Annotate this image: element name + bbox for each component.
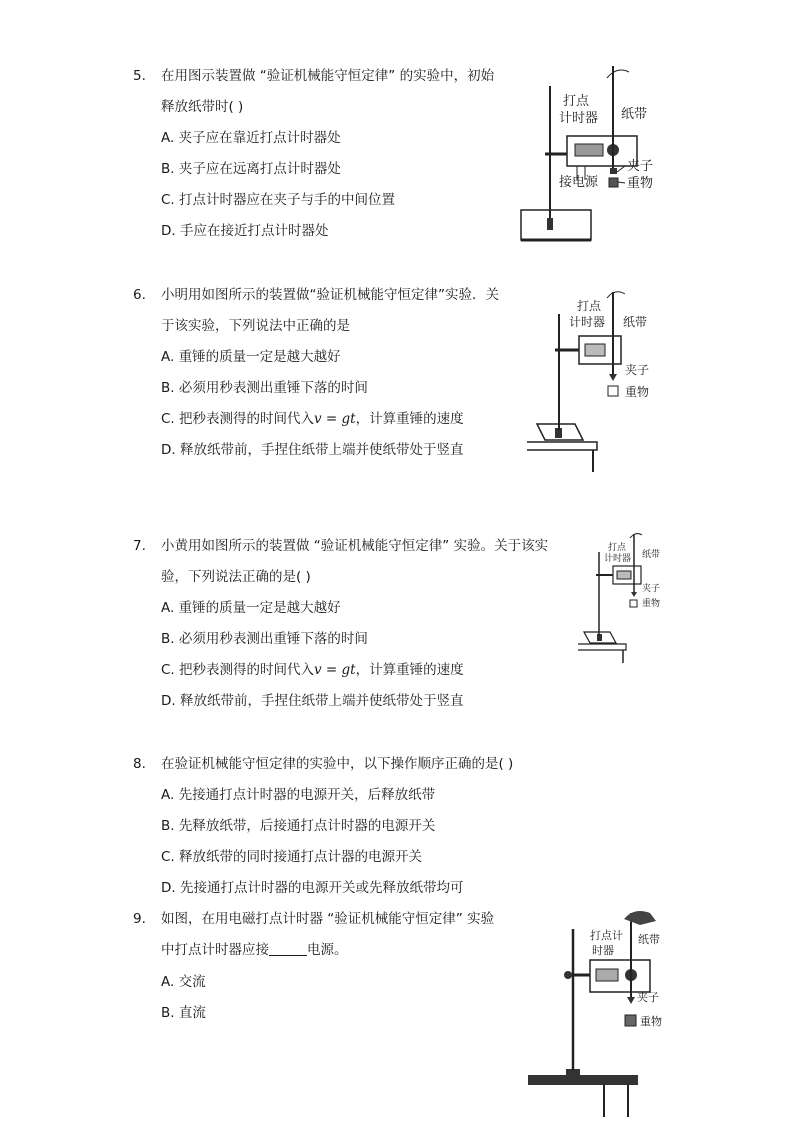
experiment-figure-5 bbox=[515, 58, 670, 250]
option-d[interactable]: D. 先接通打点计时器的电源开关或先释放纸带均可 bbox=[161, 880, 464, 896]
option-d[interactable]: D. 释放纸带前，手捏住纸带上端并使纸带处于竖直 bbox=[161, 693, 464, 709]
label-timer-2: 计时器 bbox=[569, 315, 606, 329]
question-number: 7. bbox=[133, 538, 146, 554]
question-stem-line: 小明用如图所示的装置做“验证机械能守恒定律”实验．关 bbox=[161, 287, 499, 303]
label-clip: 夹子 bbox=[625, 363, 650, 377]
label-weight: 重物 bbox=[642, 599, 661, 609]
question-number: 6. bbox=[133, 287, 146, 303]
label-tape: 纸带 bbox=[638, 933, 660, 946]
label-timer-1: 打点计 bbox=[590, 929, 623, 942]
option-d[interactable]: D. 释放纸带前，手捏住纸带上端并使纸带处于竖直 bbox=[161, 442, 464, 458]
option-c[interactable]: C. 把秒表测得的时间代入v = gt，计算重锤的速度 bbox=[161, 411, 464, 427]
question-stem-line: 在用图示装置做 “验证机械能守恒定律” 的实验中，初始 bbox=[161, 68, 495, 84]
label-timer-2: 计时器 bbox=[604, 554, 632, 564]
question-stem-line: 中打点计时器应接 电源。 bbox=[161, 942, 348, 958]
label-clip: 夹子 bbox=[637, 991, 659, 1004]
option-a[interactable]: A. 先接通打点计时器的电源开关，后释放纸带 bbox=[161, 787, 436, 803]
label-timer-2: 计时器 bbox=[559, 111, 599, 126]
formula: v = gt bbox=[314, 411, 356, 427]
question-stem-line: 如图，在用电磁打点计时器 “验证机械能守恒定律” 实验 bbox=[161, 911, 495, 927]
option-b[interactable]: B. 先释放纸带，后接通打点计时器的电源开关 bbox=[161, 818, 436, 834]
option-b[interactable]: B. 必须用秒表测出重锤下落的时间 bbox=[161, 631, 368, 647]
option-b[interactable]: B. 必须用秒表测出重锤下落的时间 bbox=[161, 380, 368, 396]
option-b[interactable]: B. 夹子应在远离打点计时器处 bbox=[161, 161, 341, 177]
question-stem-line: 小黄用如图所示的装置做 “验证机械能守恒定律” 实验。关于该实 bbox=[161, 538, 549, 554]
question-number: 9. bbox=[133, 911, 146, 927]
label-weight: 重物 bbox=[640, 1015, 662, 1028]
option-a[interactable]: A. 交流 bbox=[161, 974, 206, 990]
option-b[interactable]: B. 直流 bbox=[161, 1005, 206, 1021]
option-d[interactable]: D. 手应在接近打点计时器处 bbox=[161, 223, 329, 239]
label-timer-2: 时器 bbox=[592, 944, 614, 957]
experiment-figure-6 bbox=[527, 282, 667, 472]
label-tape: 纸带 bbox=[621, 107, 648, 122]
option-a[interactable]: A. 重锤的质量一定是越大越好 bbox=[161, 349, 341, 365]
question-stem-line: 验，下列说法正确的是( ) bbox=[161, 569, 311, 585]
label-clip: 夹子 bbox=[642, 584, 661, 594]
question-number: 5. bbox=[133, 68, 146, 84]
question-stem-line: 释放纸带时( ) bbox=[161, 99, 244, 115]
label-power: 接电源 bbox=[559, 175, 599, 190]
label-weight: 重物 bbox=[627, 176, 654, 191]
formula: v = gt bbox=[314, 662, 356, 678]
option-a[interactable]: A. 重锤的质量一定是越大越好 bbox=[161, 600, 341, 616]
question-number: 8. bbox=[133, 756, 146, 772]
label-timer-1: 打点 bbox=[608, 543, 627, 553]
label-clip: 夹子 bbox=[627, 159, 654, 174]
label-tape: 纸带 bbox=[623, 315, 648, 329]
experiment-figure-7 bbox=[578, 528, 673, 663]
question-stem-line: 于该实验，下列说法中正确的是 bbox=[161, 318, 350, 334]
experiment-figure-9 bbox=[528, 905, 668, 1120]
option-c[interactable]: C. 释放纸带的同时接通打点计器的电源开关 bbox=[161, 849, 423, 865]
option-c[interactable]: C. 把秒表测得的时间代入v = gt，计算重锤的速度 bbox=[161, 662, 464, 678]
option-a[interactable]: A. 夹子应在靠近打点计时器处 bbox=[161, 130, 341, 146]
label-timer-1: 打点 bbox=[563, 94, 590, 109]
label-timer-1: 打点 bbox=[577, 299, 602, 313]
option-c[interactable]: C. 打点计时器应在夹子与手的中间位置 bbox=[161, 192, 396, 208]
answer-blank[interactable] bbox=[269, 941, 307, 956]
question-stem-line: 在验证机械能守恒定律的实验中，以下操作顺序正确的是( ) bbox=[161, 756, 514, 772]
label-weight: 重物 bbox=[625, 385, 650, 399]
label-tape: 纸带 bbox=[642, 550, 661, 560]
